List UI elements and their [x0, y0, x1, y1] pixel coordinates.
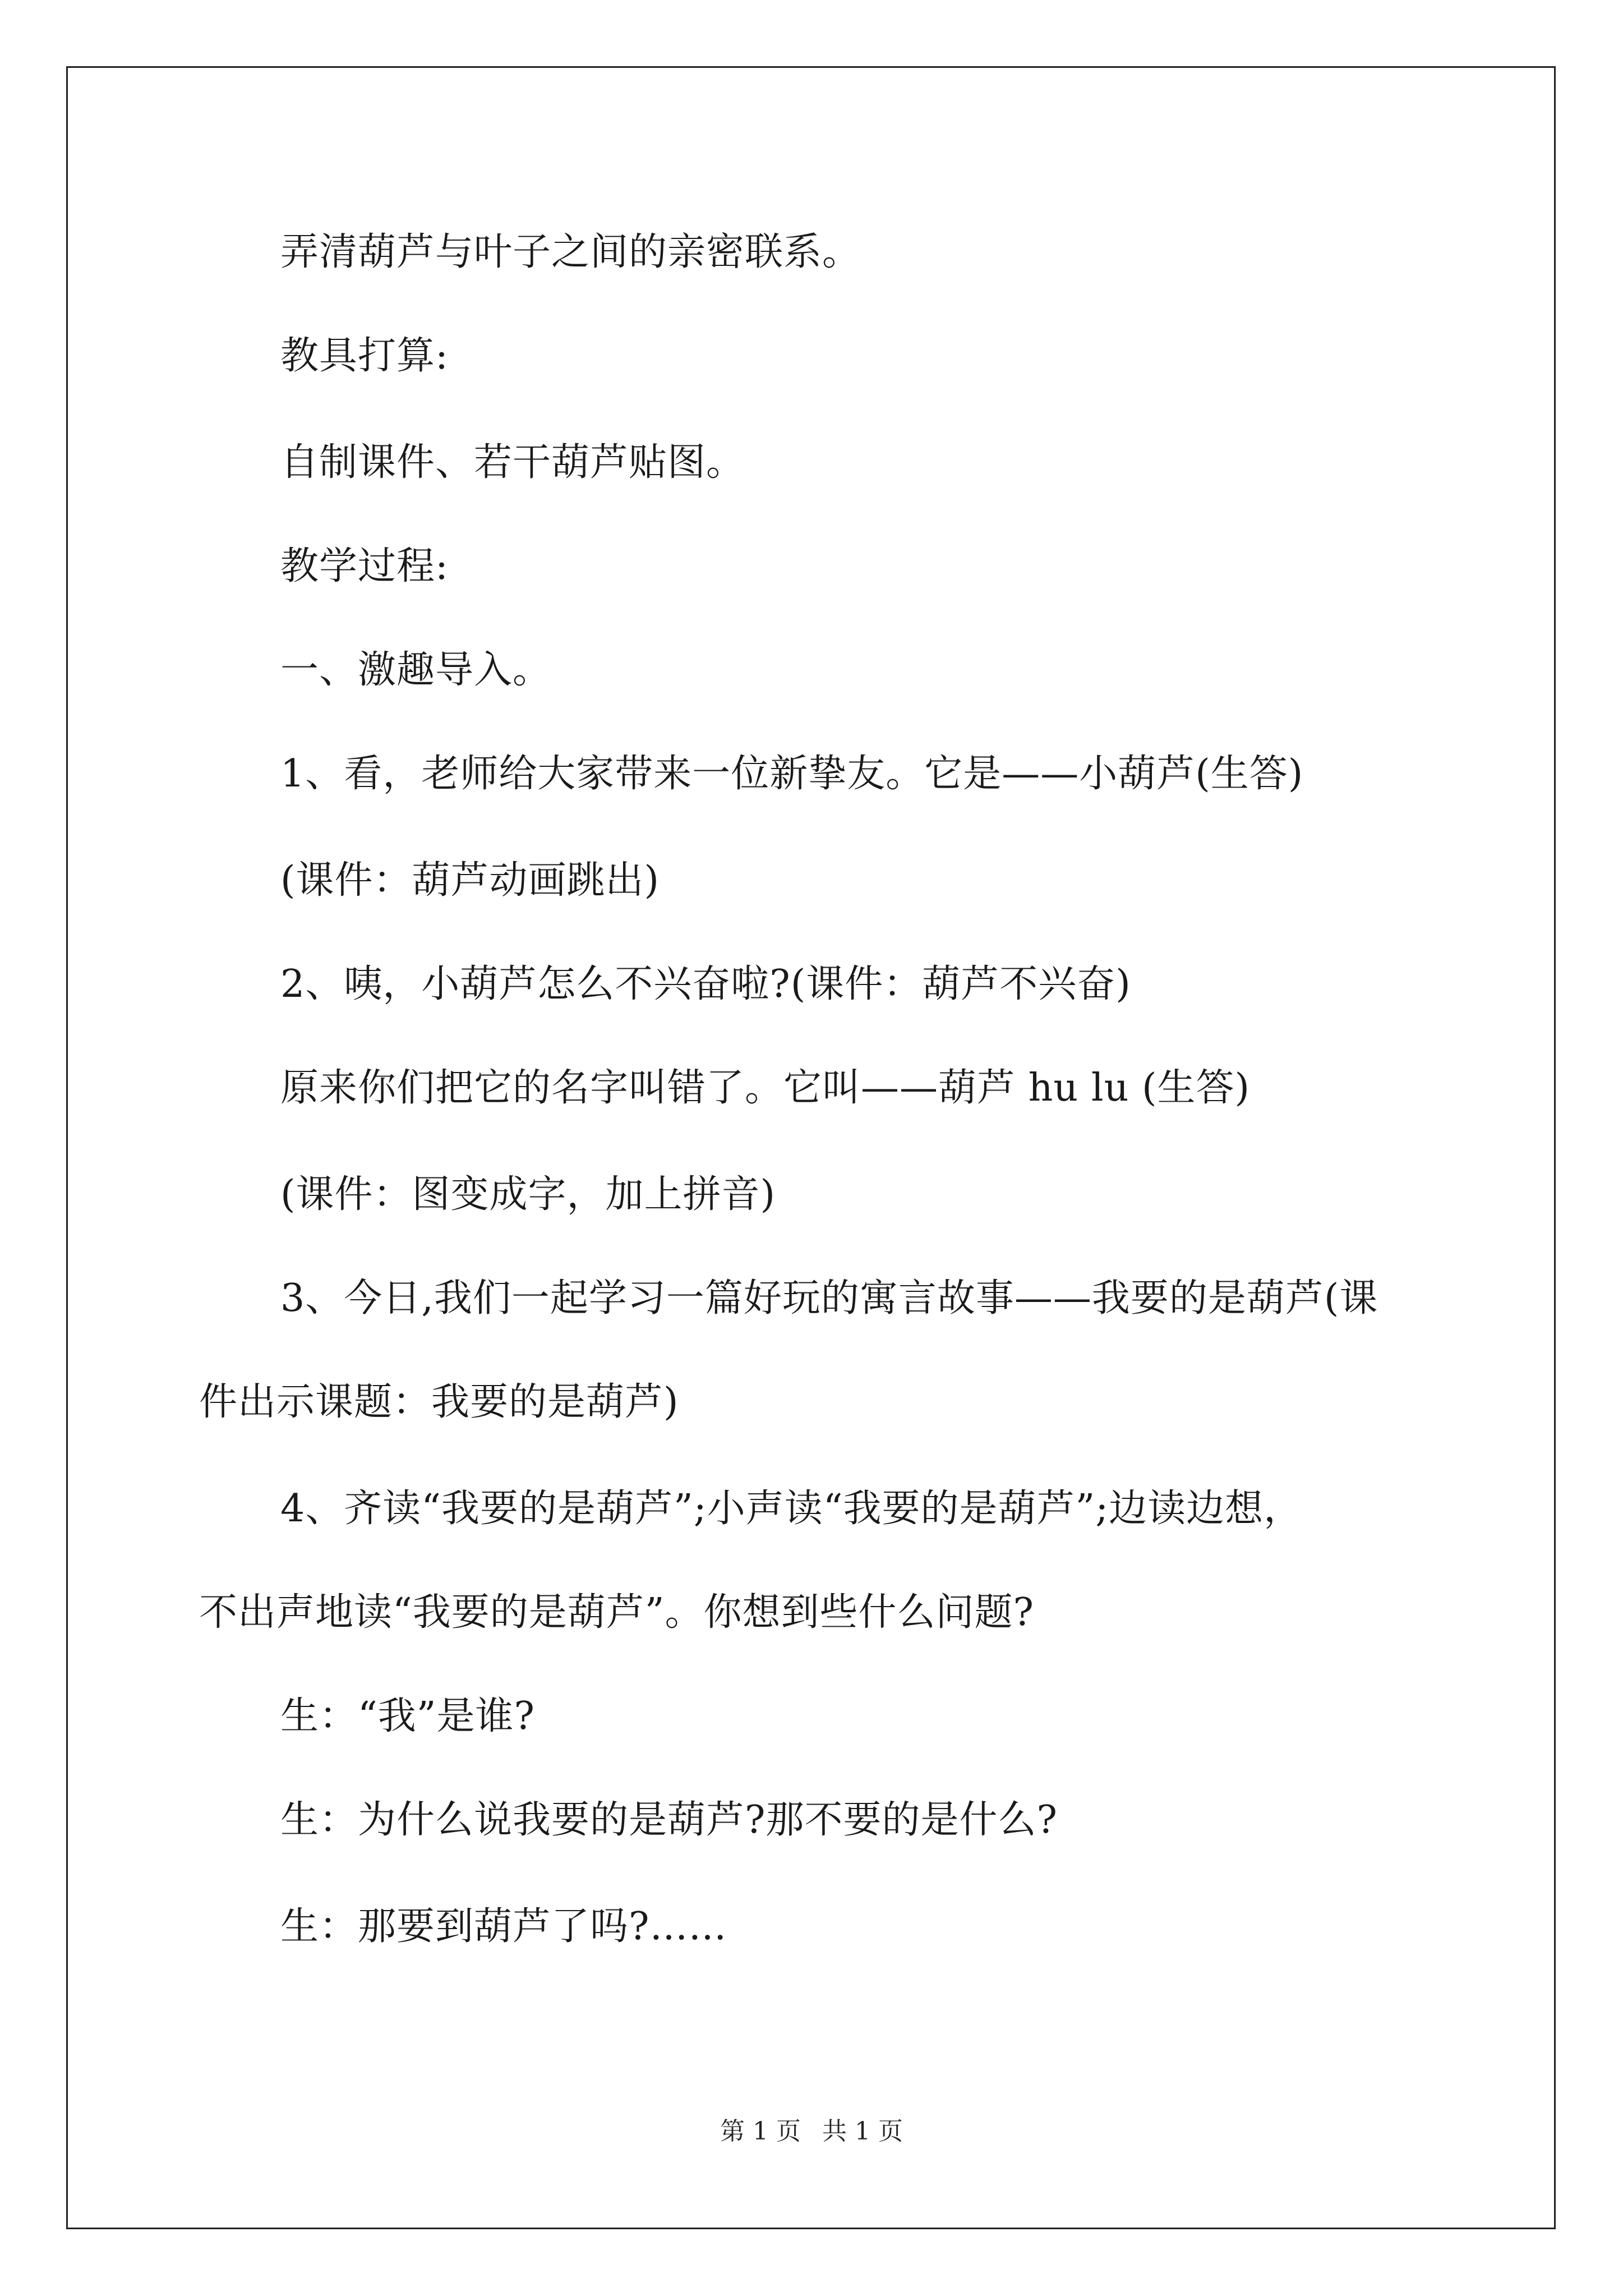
paragraph-line: 4、齐读“我要的是葫芦”;小声读“我要的是葫芦”;边读边想，	[280, 1487, 1303, 1531]
paragraph-line: 生：为什么说我要的是葫芦?那不要的是什么?	[280, 1798, 1058, 1842]
paragraph-line: 原来你们把它的名字叫错了。它叫——葫芦 hu lu (生答)	[280, 1066, 1251, 1110]
paragraph-line: (课件：葫芦动画跳出)	[280, 858, 660, 903]
paragraph-line: 弄清葫芦与叶子之间的亲密联系。	[280, 230, 861, 274]
paragraph-line: 1、看，老师给大家带来一位新挚友。它是——小葫芦(生答)	[280, 752, 1304, 796]
page-number: 第 1 页	[720, 2117, 801, 2146]
paragraph-line: 不出声地读“我要的是葫芦”。你想到些什么问题?	[199, 1590, 1034, 1635]
paragraph-line: 自制课件、若干葫芦贴图。	[280, 440, 745, 485]
paragraph-line: 教具打算:	[280, 334, 449, 378]
paragraph-line: 2、咦，小葫芦怎么不兴奋啦?(课件：葫芦不兴奋)	[280, 962, 1131, 1006]
paragraph-line: 生：那要到葫芦了吗?……	[280, 1904, 727, 1949]
paragraph-line: (课件：图变成字，加上拼音)	[280, 1172, 776, 1217]
paragraph-line: 生：“我”是谁?	[280, 1694, 535, 1738]
paragraph-line: 一、激趣导入。	[280, 648, 552, 692]
page-total: 共 1 页	[822, 2117, 903, 2146]
paragraph-line: 教学过程:	[280, 544, 449, 588]
paragraph-line: 3、今日,我们一起学习一篇好玩的寓言故事——我要的是葫芦(课	[280, 1276, 1378, 1320]
page-footer	[0, 2115, 1623, 2148]
paragraph-line: 件出示课题：我要的是葫芦)	[199, 1380, 679, 1424]
